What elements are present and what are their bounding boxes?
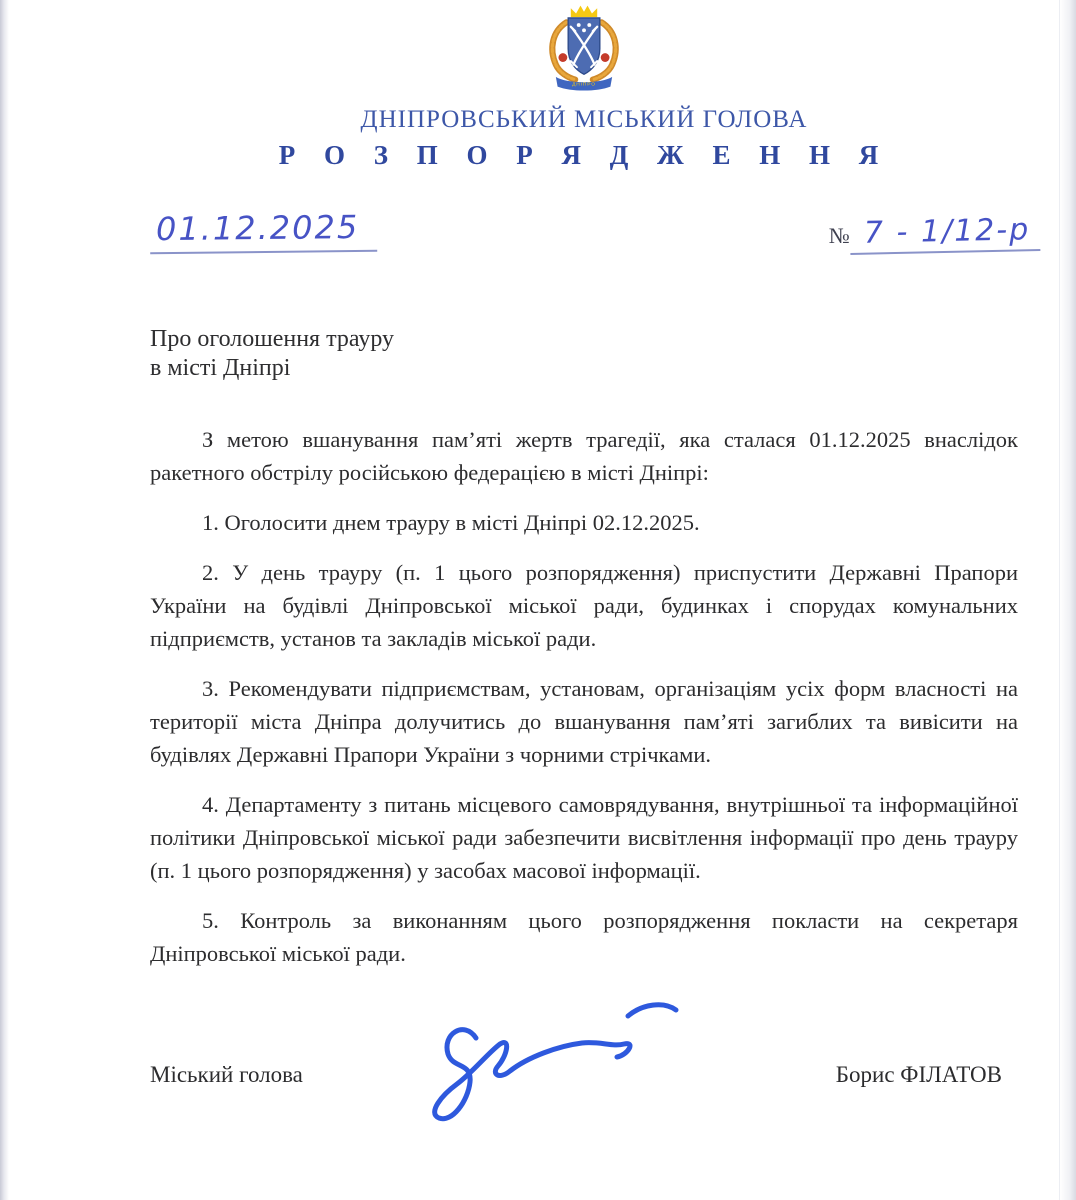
order-item-3: 3. Рекомендувати підприємствам, установам, організаціям усіх форм власності на території міста Дніпра долучитись до вшанування пам’яті загиблих та вивісити на будівлях Державні Прапори України з чорними стрічками. [150,676,1018,767]
dnipro-coat-of-arms-icon [530,3,638,91]
emblem-wrap [150,0,1018,91]
signer-position: Міський голова [150,1062,303,1087]
handwritten-date: 01.12.2025 [155,208,360,249]
order-item-4: 4. Департаменту з питань місцевого самоврядування, внутрішньої та інформаційної політики Дніпровської міської ради забезпечити висвітлення інформації про день трауру (п. 1 цього розпорядження) у засобах масової інформації. [150,792,1018,883]
intro-paragraph: З метою вшанування пам’яті жертв трагедії, яка сталася 01.12.2025 внаслідок ракетного обстрілу російською федерацією в місті Дніпрі: [150,427,1018,485]
document-content [150,0,1031,1096]
order-item-2: 2. У день трауру (п. 1 цього розпорядження) приспустити Державні Прапори України на будівлі Дніпровської міської ради, будинках і спорудах комунальних підприємств, установ та закладів міської ради. [150,560,1018,651]
org-title: ДНІПРОВСЬКИЙ МІСЬКИЙ ГОЛОВА [360,106,808,133]
subject-line-2: в місті Дніпрі [150,355,291,381]
body-block [150,423,1018,970]
number-label: № [828,223,850,248]
handwritten-number: 7 - 1/12-р [863,212,1031,251]
signer-name: Борис ФІЛАТОВ [835,1062,1002,1087]
order-item-5: 5. Контроль за виконанням цього розпорядження покласти на секретаря Дніпровської міської ради. [150,908,1018,966]
date-field [150,208,378,254]
subject-block [150,325,1018,383]
signature-row [150,1056,1018,1096]
mayor-signature [412,998,702,1143]
order-item-1: 1. Оголосити днем трауру в місті Дніпрі 02.12.2025. [202,510,700,535]
meta-row [150,201,1031,253]
subject-line-1: Про оголошення трауру [150,326,394,352]
number-field [829,214,1040,253]
scan-edge-left [0,0,9,1200]
scan-edge-right [1059,0,1076,1200]
document-type-title: Р О З П О Р Я Д Ж Е Н Н Я [278,140,890,170]
ribbon-text: ДНІПРО [572,82,596,88]
crown-shape [571,6,597,17]
